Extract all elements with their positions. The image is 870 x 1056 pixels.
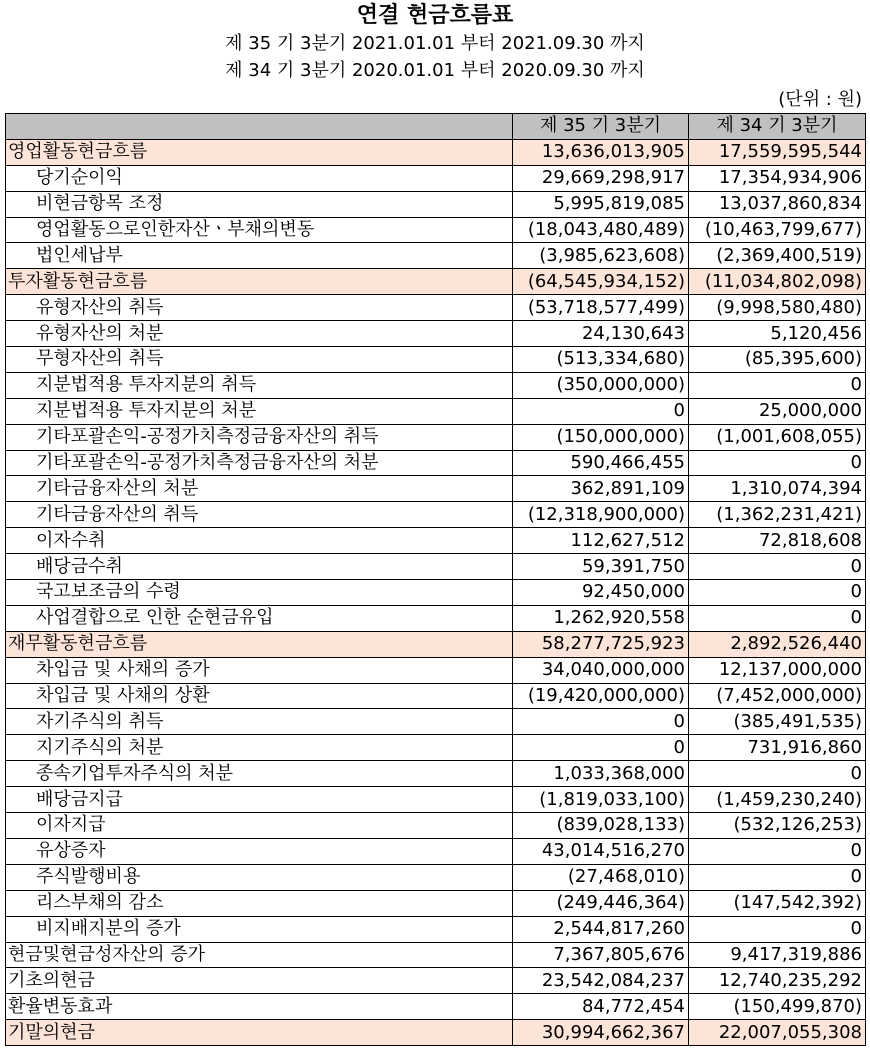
current-period-value: 43,014,516,270 <box>513 838 689 864</box>
section-row <box>6 631 866 657</box>
section-row <box>6 269 866 295</box>
prior-period-value: 72,818,608 <box>689 528 866 554</box>
row-label: 이자지급 <box>6 813 513 839</box>
table-row <box>6 424 866 450</box>
row-label: 리스부채의 감소 <box>6 890 513 916</box>
table-row <box>6 450 866 476</box>
cash-flow-table <box>5 113 866 1046</box>
prior-period-value: (532,126,253) <box>689 813 866 839</box>
row-label: 지기주식의 처분 <box>6 735 513 761</box>
total-row <box>6 942 866 968</box>
table-row <box>6 813 866 839</box>
prior-period-value: 0 <box>689 761 866 787</box>
section-row <box>6 139 866 165</box>
current-period-value: 13,636,013,905 <box>513 139 689 165</box>
current-period-value: 2,544,817,260 <box>513 916 689 942</box>
prior-period-value: 12,740,235,292 <box>689 968 866 994</box>
prior-period-value: 0 <box>689 864 866 890</box>
current-period-value: 1,033,368,000 <box>513 761 689 787</box>
table-row <box>6 787 866 813</box>
table-row <box>6 709 866 735</box>
current-period-value: 5,995,819,085 <box>513 191 689 217</box>
table-row <box>6 295 866 321</box>
row-label: 환율변동효과 <box>6 994 513 1020</box>
row-label: 기타포괄손익-공정가치측정금융자산의 취득 <box>6 424 513 450</box>
row-label: 재무활동현금흐름 <box>6 631 513 657</box>
current-period-value: 0 <box>513 735 689 761</box>
current-period-value: (27,468,010) <box>513 864 689 890</box>
unit-label: (단위 : 원) <box>778 89 862 110</box>
table-row <box>6 476 866 502</box>
table-row <box>6 243 866 269</box>
table-row <box>6 165 866 191</box>
row-label: 기타포괄손익-공정가치측정금융자산의 처분 <box>6 450 513 476</box>
row-label: 현금및현금성자산의 증가 <box>6 942 513 968</box>
current-period-value: 112,627,512 <box>513 528 689 554</box>
prior-period-value: 9,417,319,886 <box>689 942 866 968</box>
table-header-row <box>6 114 866 140</box>
table-row <box>6 398 866 424</box>
row-label: 유형자산의 취득 <box>6 295 513 321</box>
prior-period-value: 17,559,595,544 <box>689 139 866 165</box>
table-row <box>6 321 866 347</box>
current-period-value: 29,669,298,917 <box>513 165 689 191</box>
current-period-value: (3,985,623,608) <box>513 243 689 269</box>
current-period-value: 59,391,750 <box>513 554 689 580</box>
table-row <box>6 528 866 554</box>
table-row <box>6 372 866 398</box>
current-period-value: 362,891,109 <box>513 476 689 502</box>
period-prior: 제 34 기 3분기 2020.01.01 부터 2020.09.30 까지 <box>225 60 645 81</box>
row-label: 유형자산의 처분 <box>6 321 513 347</box>
row-label: 기타금융자산의 처분 <box>6 476 513 502</box>
prior-period-value: (7,452,000,000) <box>689 683 866 709</box>
current-period-value: (18,043,480,489) <box>513 217 689 243</box>
prior-period-value: 13,037,860,834 <box>689 191 866 217</box>
row-label: 무형자산의 취득 <box>6 347 513 373</box>
current-period-value: 1,262,920,558 <box>513 605 689 631</box>
prior-period-value: (1,362,231,421) <box>689 502 866 528</box>
current-period-value: 92,450,000 <box>513 580 689 606</box>
row-label: 이자수취 <box>6 528 513 554</box>
prior-period-value: 22,007,055,308 <box>689 1020 866 1046</box>
prior-period-value: 2,892,526,440 <box>689 631 866 657</box>
prior-period-value: (150,499,870) <box>689 994 866 1020</box>
row-label: 배당금지급 <box>6 787 513 813</box>
current-period-value: 7,367,805,676 <box>513 942 689 968</box>
prior-period-value: (1,001,608,055) <box>689 424 866 450</box>
prior-period-value: (10,463,799,677) <box>689 217 866 243</box>
prior-period-value: (2,369,400,519) <box>689 243 866 269</box>
prior-period-value: (11,034,802,098) <box>689 269 866 295</box>
prior-period-value: 0 <box>689 372 866 398</box>
current-period-value: (350,000,000) <box>513 372 689 398</box>
total-row <box>6 968 866 994</box>
row-label: 차입금 및 사채의 증가 <box>6 657 513 683</box>
prior-period-value: 731,916,860 <box>689 735 866 761</box>
prior-period-value: (385,491,535) <box>689 709 866 735</box>
prior-period-value: 12,137,000,000 <box>689 657 866 683</box>
row-label: 비현금항목 조정 <box>6 191 513 217</box>
row-label: 자기주식의 취득 <box>6 709 513 735</box>
row-label: 영업활동현금흐름 <box>6 139 513 165</box>
row-label: 영업활동으로인한자산ㆍ부채의변동 <box>6 217 513 243</box>
current-period-value: (513,334,680) <box>513 347 689 373</box>
prior-period-value: 1,310,074,394 <box>689 476 866 502</box>
statement-title: 연결 현금흐름표 <box>356 3 514 28</box>
row-label: 사업결합으로 인한 순현금유입 <box>6 605 513 631</box>
prior-period-value: 0 <box>689 838 866 864</box>
table-row <box>6 657 866 683</box>
current-period-value: (53,718,577,499) <box>513 295 689 321</box>
row-label: 주식발행비용 <box>6 864 513 890</box>
row-label: 종속기업투자주식의 처분 <box>6 761 513 787</box>
current-period-value: 23,542,084,237 <box>513 968 689 994</box>
current-period-value: (249,446,364) <box>513 890 689 916</box>
prior-period-value: 5,120,456 <box>689 321 866 347</box>
row-label: 당기순이익 <box>6 165 513 191</box>
table-row <box>6 217 866 243</box>
prior-period-value: (9,998,580,480) <box>689 295 866 321</box>
row-label: 법인세납부 <box>6 243 513 269</box>
table-row <box>6 580 866 606</box>
prior-period-value: 0 <box>689 916 866 942</box>
table-row <box>6 605 866 631</box>
current-period-value: (64,545,934,152) <box>513 269 689 295</box>
prior-period-value: 0 <box>689 605 866 631</box>
row-label: 배당금수취 <box>6 554 513 580</box>
prior-period-value: 0 <box>689 580 866 606</box>
row-label: 차입금 및 사채의 상환 <box>6 683 513 709</box>
prior-period-value: (1,459,230,240) <box>689 787 866 813</box>
prior-period-value: 0 <box>689 450 866 476</box>
column-header-label <box>6 114 513 140</box>
row-label: 지분법적용 투자지분의 처분 <box>6 398 513 424</box>
current-period-value: (1,819,033,100) <box>513 787 689 813</box>
table-row <box>6 761 866 787</box>
prior-period-value: (85,395,600) <box>689 347 866 373</box>
table-row <box>6 554 866 580</box>
row-label: 기초의현금 <box>6 968 513 994</box>
table-row <box>6 347 866 373</box>
row-label: 기말의현금 <box>6 1020 513 1046</box>
table-row <box>6 864 866 890</box>
row-label: 기타금융자산의 취득 <box>6 502 513 528</box>
current-period-value: (19,420,000,000) <box>513 683 689 709</box>
current-period-value: (12,318,900,000) <box>513 502 689 528</box>
row-label: 유상증자 <box>6 838 513 864</box>
current-period-value: 30,994,662,367 <box>513 1020 689 1046</box>
prior-period-value: (147,542,392) <box>689 890 866 916</box>
table-row <box>6 838 866 864</box>
current-period-value: 0 <box>513 398 689 424</box>
period-current: 제 35 기 3분기 2021.01.01 부터 2021.09.30 까지 <box>225 33 645 54</box>
total-row <box>6 994 866 1020</box>
table-row <box>6 735 866 761</box>
table-row <box>6 502 866 528</box>
table-row <box>6 191 866 217</box>
current-period-value: 84,772,454 <box>513 994 689 1020</box>
prior-period-value: 25,000,000 <box>689 398 866 424</box>
column-header-current: 제 35 기 3분기 <box>513 114 689 140</box>
current-period-value: 34,040,000,000 <box>513 657 689 683</box>
current-period-value: 0 <box>513 709 689 735</box>
table-row <box>6 683 866 709</box>
prior-period-value: 0 <box>689 554 866 580</box>
row-label: 국고보조금의 수령 <box>6 580 513 606</box>
column-header-prior: 제 34 기 3분기 <box>689 114 866 140</box>
row-label: 투자활동현금흐름 <box>6 269 513 295</box>
current-period-value: (150,000,000) <box>513 424 689 450</box>
prior-period-value: 17,354,934,906 <box>689 165 866 191</box>
current-period-value: 590,466,455 <box>513 450 689 476</box>
current-period-value: 58,277,725,923 <box>513 631 689 657</box>
table-row <box>6 916 866 942</box>
current-period-value: (839,028,133) <box>513 813 689 839</box>
section-row <box>6 1020 866 1046</box>
table-row <box>6 890 866 916</box>
current-period-value: 24,130,643 <box>513 321 689 347</box>
row-label: 지분법적용 투자지분의 취득 <box>6 372 513 398</box>
row-label: 비지배지분의 증가 <box>6 916 513 942</box>
